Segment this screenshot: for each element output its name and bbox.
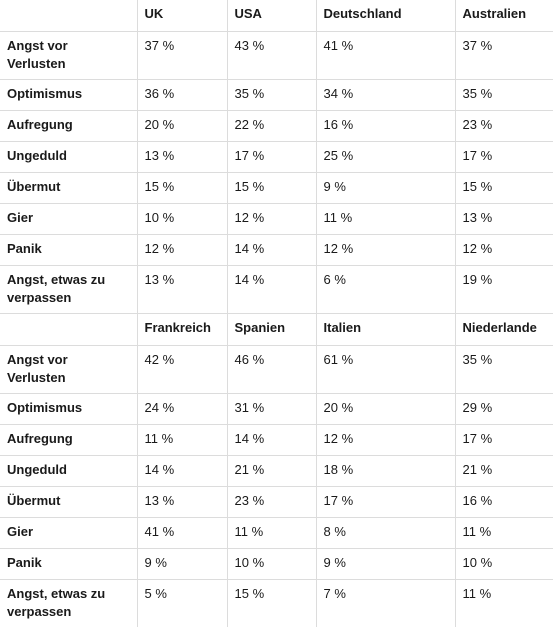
percentage-cell: 10 % (455, 549, 553, 580)
percentage-cell: 13 % (455, 204, 553, 235)
percentage-cell: 14 % (137, 456, 227, 487)
country-header: Niederlande (455, 314, 553, 346)
percentage-cell: 23 % (227, 487, 316, 518)
percentage-cell: 15 % (137, 173, 227, 204)
table-row (0, 235, 553, 266)
country-header: UK (137, 0, 227, 32)
emotion-label: Panik (0, 235, 137, 266)
percentage-cell: 12 % (316, 235, 455, 266)
table-row (0, 204, 553, 235)
percentage-cell: 29 % (455, 394, 553, 425)
percentage-cell: 12 % (455, 235, 553, 266)
percentage-cell: 14 % (227, 266, 316, 314)
table-row (0, 32, 553, 80)
percentage-cell: 8 % (316, 518, 455, 549)
percentage-cell: 35 % (455, 346, 553, 394)
table-row (0, 518, 553, 549)
percentage-cell: 12 % (137, 235, 227, 266)
percentage-cell: 21 % (455, 456, 553, 487)
percentage-cell: 12 % (227, 204, 316, 235)
emotion-label: Übermut (0, 487, 137, 518)
percentage-cell: 17 % (316, 487, 455, 518)
percentage-cell: 15 % (455, 173, 553, 204)
header-corner (0, 0, 137, 32)
table-row (0, 456, 553, 487)
percentage-cell: 15 % (227, 580, 316, 627)
percentage-cell: 16 % (316, 111, 455, 142)
percentage-cell: 17 % (455, 425, 553, 456)
percentage-cell: 37 % (455, 32, 553, 80)
percentage-cell: 22 % (227, 111, 316, 142)
country-header: Deutschland (316, 0, 455, 32)
country-header: Frankreich (137, 314, 227, 346)
percentage-cell: 9 % (316, 173, 455, 204)
emotion-label: Übermut (0, 173, 137, 204)
emotion-label: Angst vor Verlusten (0, 32, 137, 80)
emotion-label: Angst, etwas zu verpassen (0, 266, 137, 314)
emotion-label: Gier (0, 518, 137, 549)
country-header: Spanien (227, 314, 316, 346)
percentage-cell: 37 % (137, 32, 227, 80)
percentage-cell: 9 % (316, 549, 455, 580)
emotion-label: Angst, etwas zu verpassen (0, 580, 137, 627)
percentage-cell: 7 % (316, 580, 455, 627)
percentage-cell: 11 % (455, 580, 553, 627)
percentage-cell: 21 % (227, 456, 316, 487)
percentage-cell: 11 % (137, 425, 227, 456)
percentage-cell: 24 % (137, 394, 227, 425)
percentage-cell: 15 % (227, 173, 316, 204)
percentage-cell: 41 % (316, 32, 455, 80)
percentage-cell: 25 % (316, 142, 455, 173)
percentage-cell: 17 % (227, 142, 316, 173)
percentage-cell: 11 % (316, 204, 455, 235)
table-row (0, 173, 553, 204)
emotion-label: Angst vor Verlusten (0, 346, 137, 394)
emotion-label: Aufregung (0, 425, 137, 456)
percentage-cell: 34 % (316, 80, 455, 111)
percentage-cell: 16 % (455, 487, 553, 518)
percentage-cell: 11 % (227, 518, 316, 549)
percentage-cell: 6 % (316, 266, 455, 314)
country-header: USA (227, 0, 316, 32)
emotion-label: Gier (0, 204, 137, 235)
percentage-cell: 23 % (455, 111, 553, 142)
table-row (0, 346, 553, 394)
emotion-label: Aufregung (0, 111, 137, 142)
percentage-cell: 31 % (227, 394, 316, 425)
percentage-cell: 61 % (316, 346, 455, 394)
table-row (0, 142, 553, 173)
emotion-label: Ungeduld (0, 456, 137, 487)
percentage-cell: 14 % (227, 235, 316, 266)
percentage-cell: 43 % (227, 32, 316, 80)
percentage-cell: 46 % (227, 346, 316, 394)
country-header-row (0, 0, 553, 32)
percentage-cell: 14 % (227, 425, 316, 456)
emotion-label: Optimismus (0, 394, 137, 425)
percentage-cell: 35 % (455, 80, 553, 111)
table-row (0, 266, 553, 314)
emotion-label: Optimismus (0, 80, 137, 111)
table-row (0, 425, 553, 456)
table-row (0, 394, 553, 425)
percentage-cell: 9 % (137, 549, 227, 580)
country-header: Australien (455, 0, 553, 32)
percentage-cell: 19 % (455, 266, 553, 314)
percentage-cell: 17 % (455, 142, 553, 173)
percentage-cell: 20 % (137, 111, 227, 142)
table-row (0, 111, 553, 142)
percentage-cell: 11 % (455, 518, 553, 549)
percentage-cell: 20 % (316, 394, 455, 425)
table-row (0, 549, 553, 580)
percentage-cell: 13 % (137, 487, 227, 518)
percentage-cell: 13 % (137, 142, 227, 173)
table-row (0, 80, 553, 111)
percentage-cell: 18 % (316, 456, 455, 487)
percentage-cell: 35 % (227, 80, 316, 111)
percentage-cell: 10 % (137, 204, 227, 235)
percentage-cell: 5 % (137, 580, 227, 627)
percentage-cell: 13 % (137, 266, 227, 314)
country-header-row (0, 314, 553, 346)
percentage-cell: 10 % (227, 549, 316, 580)
percentage-cell: 12 % (316, 425, 455, 456)
percentage-cell: 41 % (137, 518, 227, 549)
emotion-label: Panik (0, 549, 137, 580)
percentage-cell: 42 % (137, 346, 227, 394)
table-row (0, 487, 553, 518)
country-header: Italien (316, 314, 455, 346)
percentage-cell: 36 % (137, 80, 227, 111)
header-corner (0, 314, 137, 346)
emotion-label: Ungeduld (0, 142, 137, 173)
table-row (0, 580, 553, 627)
